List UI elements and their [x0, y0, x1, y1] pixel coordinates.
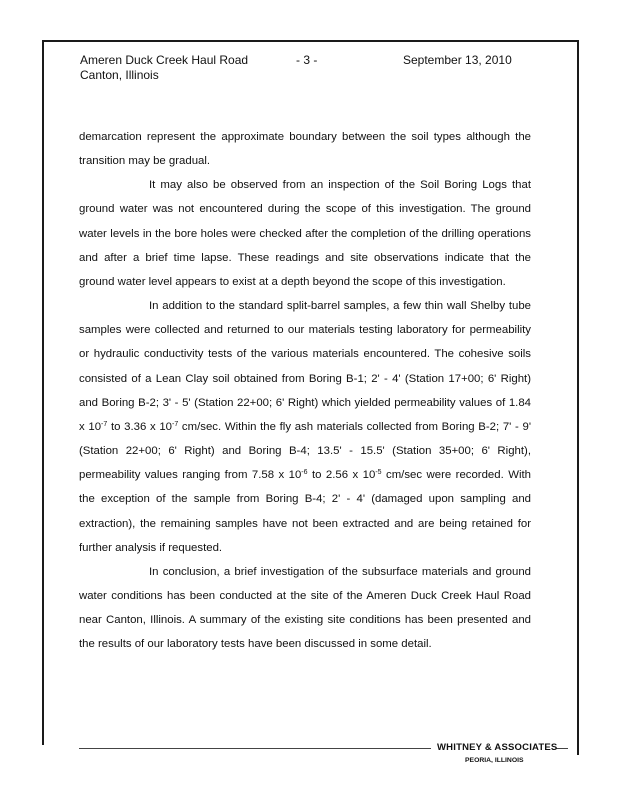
exponent-3: -6 — [301, 469, 308, 477]
paragraph-permeability — [79, 294, 531, 560]
header-location: Canton, Illinois — [80, 68, 159, 82]
page-border-top — [42, 40, 579, 42]
permeability-text-e: cm/sec were recorded. With the exception of the sample from Boring B-4; 2' - 4' (damaged upon sampling and extraction), the remaining samples have not been extracted and are being retained for further analysis if requested. — [79, 469, 531, 554]
footer-rule-right — [556, 748, 568, 749]
page-border-left — [42, 40, 44, 745]
exponent-2: -7 — [172, 420, 179, 428]
paragraph-groundwater: It may also be observed from an inspection of the Soil Boring Logs that ground water was not encountered during the scope of this investigation. The ground water levels in the bore holes were checked after the completion of the drilling operations and after a brief time lapse. These readings and site observations indicate that the ground water level appears to exist at a depth beyond the scope of this investigation. — [79, 179, 531, 288]
permeability-text-c: cm/sec. Within the fly ash materials collected from Boring B-2; 7' - 9' (Station 22+00; 6' Right) and Boring B-4; 13.5' - 15.5' (Station 35+00; 6' Right), permeability values ranging from 7.58 x 10 — [79, 420, 531, 482]
exponent-1: -7 — [101, 420, 108, 428]
header-project-block — [80, 53, 248, 83]
permeability-text-a: In addition to the standard split-barrel samples, a few thin wall Shelby tube samples were collected and returned to our materials testing laboratory for permeability or hydraulic conductivity tests of the various materials encountered. The cohesive soils consisted of a Lean Clay soil obtained from Boring B-1; 2' - 4' (Station 17+00; 6' Right) and Boring B-2; 3' - 5' (Station 22+00; 6' Right) which yielded permeability values of 1.84 x 10 — [79, 300, 531, 433]
permeability-text-d: to 2.56 x 10 — [307, 469, 376, 482]
header-date: September 13, 2010 — [403, 53, 512, 67]
header-page-number: - 3 - — [296, 53, 318, 67]
page-border-right — [577, 40, 579, 755]
footer-firm-name: WHITNEY & ASSOCIATES — [437, 742, 558, 753]
footer-rule-left — [79, 748, 431, 749]
paragraph-continuation: demarcation represent the approximate boundary between the soil types although the transition may be gradual. — [79, 131, 531, 168]
exponent-4: -5 — [375, 469, 382, 477]
document-body — [79, 125, 531, 656]
header-project: Ameren Duck Creek Haul Road — [80, 53, 249, 67]
footer-firm-city: PEORIA, ILLINOIS — [465, 757, 524, 764]
permeability-text-b: to 3.36 x 10 — [107, 420, 172, 433]
paragraph-conclusion: In conclusion, a brief investigation of the subsurface materials and ground water conditions has been conducted at the site of the Ameren Duck Creek Haul Road near Canton, Illinois. A summary of the existing site conditions has been presented and the results of our laboratory tests have been discussed in some detail. — [79, 565, 531, 651]
